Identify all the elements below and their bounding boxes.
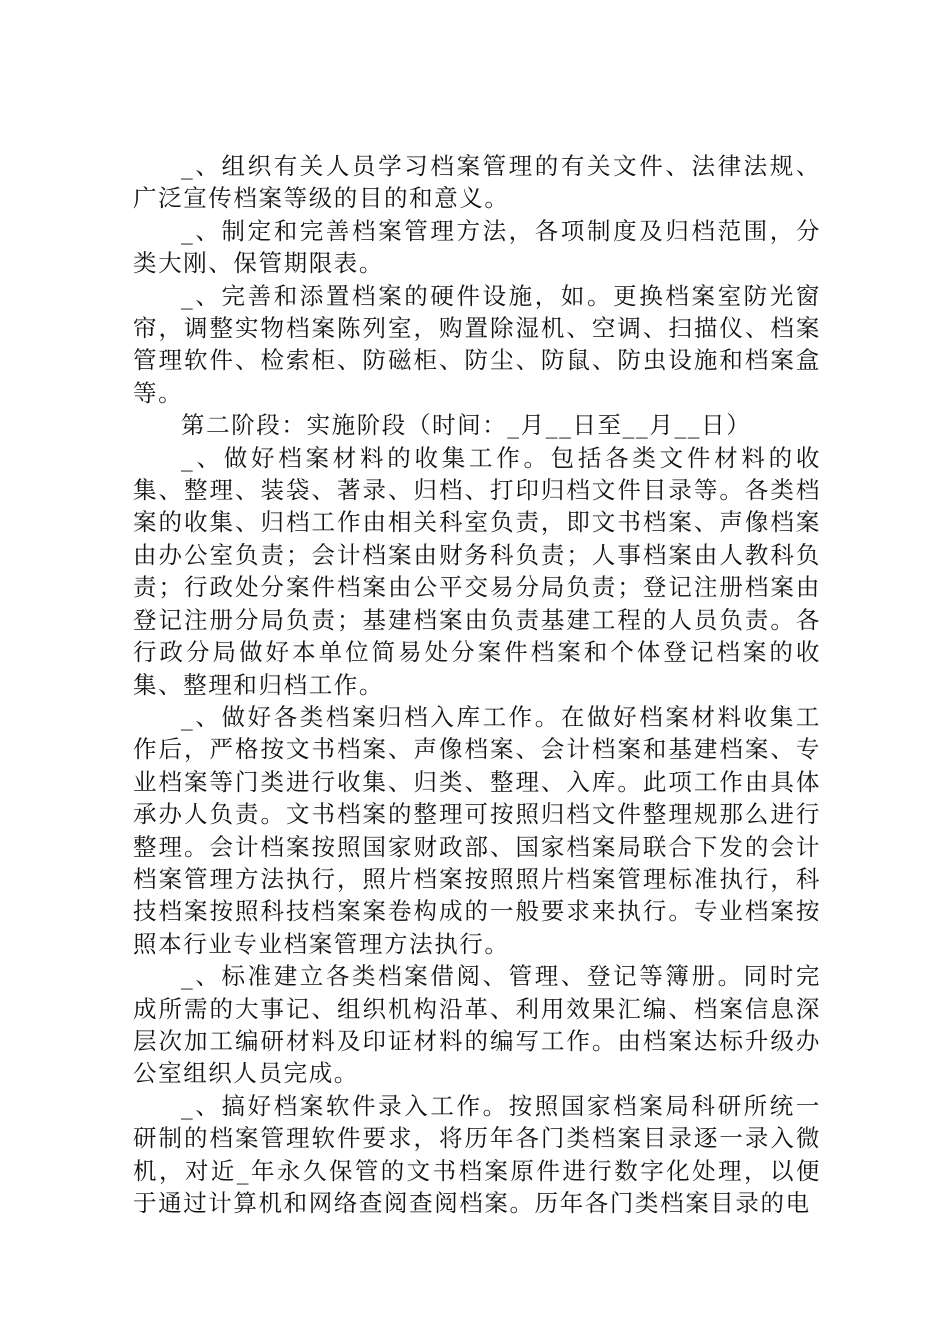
paragraph-material-collection: _、做好档案材料的收集工作。包括各类文件材料的收集、整理、装袋、著录、归档、打印归档文件目录等。各类档案的收集、归档工作由相关科室负责，即文书档案、声像档案由办公室负责；会计档案由财务科负责；人事档案由人教科负责；行政处分案件档案由公平交易分局负责；登记注册档案由登记注册分局负责；基建档案由负责基建工程的人员负责。各行政分局做好本单位简易处分案件档案和个体登记档案的收集、整理和归档工作。: [133, 443, 821, 699]
paragraph-archiving-storage: _、做好各类档案归档入库工作。在做好档案材料收集工作后，严格按文书档案、声像档案、会计档案和基建档案、专业档案等门类进行收集、归类、整理、入库。此项工作由具体承办人负责。文书档案的整理可按照归档文件整理规那么进行整理。会计档案按照国家财政部、国家档案局联合下发的会计档案管理方法执行，照片档案按照照片档案管理标准执行，科技档案按照科技档案案卷构成的一般要求来执行。专业档案按照本行业专业档案管理方法执行。: [133, 702, 821, 958]
paragraph-stage-two-heading: 第二阶段：实施阶段（时间：_月__日至__月__日）: [181, 411, 752, 440]
paragraph-hardware-facilities: _、完善和添置档案的硬件设施，如。更换档案室防光窗帘，调整实物档案陈列室，购置除湿机、空调、扫描仪、档案管理软件、检索柜、防磁柜、防尘、防鼠、防虫设施和档案盒等。: [133, 281, 821, 407]
paragraph-software-entry: _、搞好档案软件录入工作。按照国家档案局科研所统一研制的档案管理软件要求，将历年各门类档案目录逐一录入微机，对近_年永久保管的文书档案原件进行数字化处理，以便于通过计算机和网络查阅查阅档案。历年各门类档案目录的电: [133, 1091, 821, 1217]
paragraph-registers: _、标准建立各类档案借阅、管理、登记等簿册。同时完成所需的大事记、组织机构沿革、利用效果汇编、档案信息深层次加工编研材料及印证材料的编写工作。由档案达标升级办公室组织人员完成。: [133, 962, 821, 1088]
paragraph-staff-training: _、组织有关人员学习档案管理的有关文件、法律法规、广泛宣传档案等级的目的和意义。: [133, 152, 821, 213]
document-body: [133, 150, 821, 1219]
paragraph-management-methods: _、制定和完善档案管理方法，各项制度及归档范围，分类大刚、保管期限表。: [133, 216, 821, 278]
